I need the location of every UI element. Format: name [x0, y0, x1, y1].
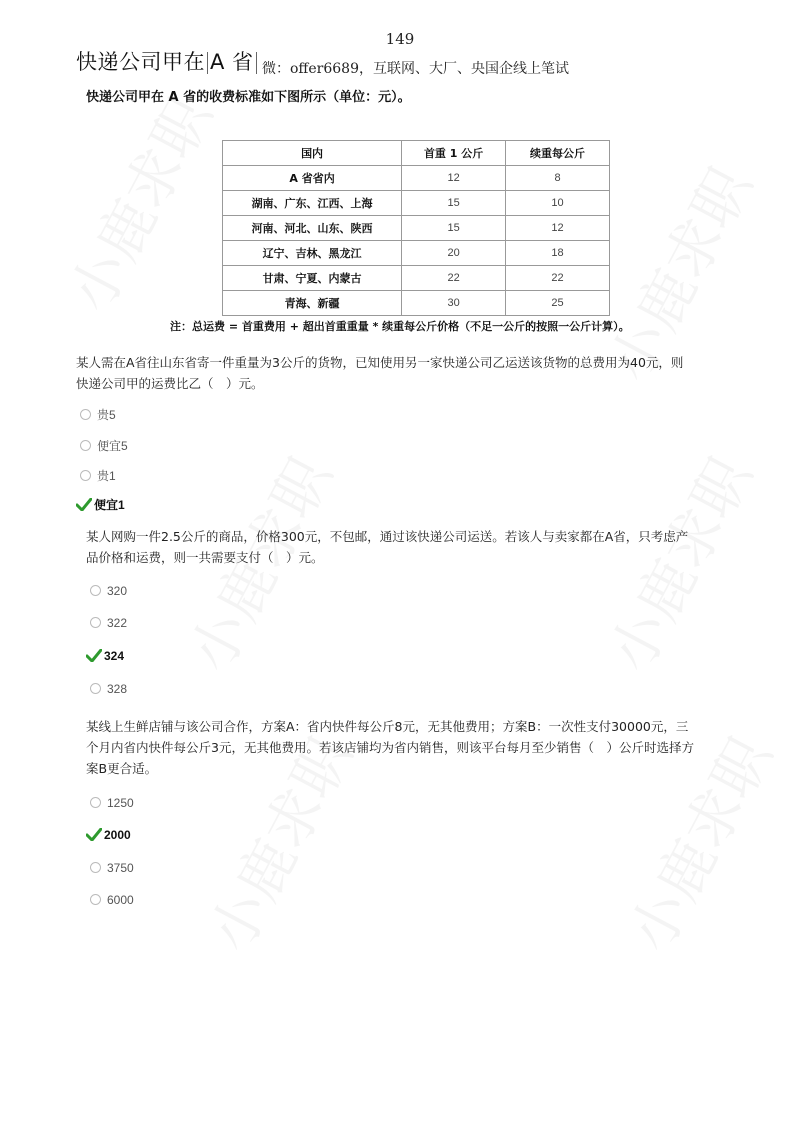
question-text: 某线上生鲜店铺与该公司合作，方案A：省内快件每公斤8元，无其他费用；方案B：一次性支付30000元，三	[86, 719, 689, 734]
question-3	[86, 716, 694, 779]
radio-icon	[80, 470, 91, 481]
table-cell-extra-kg: 12	[506, 216, 610, 241]
option-label: 1250	[107, 796, 134, 810]
radio-icon	[90, 585, 101, 596]
option-label: 6000	[107, 893, 134, 907]
page-title-left: 快递公司甲在	[76, 50, 205, 74]
radio-icon	[90, 862, 101, 873]
table-row	[223, 166, 610, 191]
question-text: 某人网购一件2.5公斤的商品，价格300元，不包邮，通过该快递公司运送。若该人与卖家都在A省，只考虑产	[86, 529, 689, 544]
checkmark-icon	[86, 649, 102, 662]
answer-option-correct[interactable]	[76, 496, 125, 513]
radio-icon	[90, 683, 101, 694]
fee-table-header	[223, 141, 610, 166]
table-cell-extra-kg: 10	[506, 191, 610, 216]
fee-table	[222, 140, 610, 316]
option-label: 324	[104, 649, 125, 663]
table-row	[223, 266, 610, 291]
option-label: 328	[107, 682, 128, 696]
table-cell-first-kg: 20	[402, 241, 506, 266]
table-cell-first-kg: 15	[402, 191, 506, 216]
page-number: 149	[385, 30, 415, 48]
radio-icon	[80, 440, 91, 451]
option-label: 3750	[107, 861, 134, 875]
table-cell-first-kg: 22	[402, 266, 506, 291]
answer-option[interactable]	[90, 796, 134, 810]
header-cell-region: 国内	[223, 141, 402, 166]
table-cell-first-kg: 30	[402, 291, 506, 316]
question-2	[86, 526, 688, 568]
answer-option[interactable]	[90, 861, 134, 875]
header-cell-extra-kg: 续重每公斤	[506, 141, 610, 166]
header-cell-first-kg: 首重 1 公斤	[402, 141, 506, 166]
table-row	[223, 216, 610, 241]
question-text: 快递公司甲的运费比乙（ ）元。	[76, 376, 264, 391]
table-cell-extra-kg: 22	[506, 266, 610, 291]
table-row	[223, 191, 610, 216]
option-label: 便宜5	[97, 439, 128, 453]
answer-option[interactable]	[90, 682, 127, 696]
question-text: 案B更合适。	[86, 761, 158, 776]
question-text: 个月内省内快件每公斤3元，无其他费用。若该店铺均为省内销售，则该平台每月至少销售（ ）公斤时选择方	[86, 740, 694, 755]
radio-icon	[90, 894, 101, 905]
table-row	[223, 241, 610, 266]
option-label: 320	[107, 584, 128, 598]
question-1	[76, 352, 683, 394]
answer-option[interactable]	[90, 893, 134, 907]
page-title	[76, 46, 259, 76]
watermark	[44, 80, 227, 324]
option-label: 322	[107, 616, 128, 630]
table-cell-first-kg: 15	[402, 216, 506, 241]
option-label: 贵5	[97, 408, 116, 422]
table-cell-region: A 省省内	[223, 166, 402, 191]
question-text: 品价格和运费，则一共需要支付（ ）元。	[86, 550, 324, 565]
intro-text: 快递公司甲在 A 省的收费标准如下图所示（单位：元）。	[86, 90, 411, 105]
answer-option-correct[interactable]	[86, 828, 131, 842]
table-cell-region: 青海、新疆	[223, 291, 402, 316]
option-label: 贵1	[97, 469, 116, 483]
table-cell-extra-kg: 18	[506, 241, 610, 266]
table-cell-extra-kg: 8	[506, 166, 610, 191]
page-title-right: A 省	[210, 50, 254, 74]
table-row	[223, 291, 610, 316]
radio-icon	[90, 797, 101, 808]
answer-option[interactable]	[90, 616, 127, 630]
radio-icon	[80, 409, 91, 420]
answer-option-correct[interactable]	[86, 649, 124, 663]
text-cursor	[256, 52, 257, 74]
text-cursor	[207, 52, 208, 74]
table-cell-extra-kg: 25	[506, 291, 610, 316]
checkmark-icon	[86, 828, 102, 841]
checkmark-icon	[76, 498, 92, 511]
table-cell-region: 辽宁、吉林、黑龙江	[223, 241, 402, 266]
table-cell-first-kg: 12	[402, 166, 506, 191]
answer-option[interactable]	[80, 437, 128, 454]
answer-option[interactable]	[80, 406, 116, 423]
table-cell-region: 河南、河北、山东、陕西	[223, 216, 402, 241]
table-note: 注：总运费 = 首重费用 + 超出首重重量 * 续重每公斤价格（不足一公斤的按照一公斤计算）。	[170, 320, 630, 333]
answer-option[interactable]	[80, 467, 116, 484]
radio-icon	[90, 617, 101, 628]
table-cell-region: 湖南、广东、江西、上海	[223, 191, 402, 216]
question-text: 某人需在A省往山东省寄一件重量为3公斤的货物，已知使用另一家快递公司乙运送该货物的总费用为40元，则	[76, 355, 684, 370]
answer-option[interactable]	[90, 584, 127, 598]
option-label: 便宜1	[94, 498, 125, 512]
table-cell-region: 甘肃、宁夏、内蒙古	[223, 266, 402, 291]
header-note: 微：offer6689，互联网、大厂、央国企线上笔试	[262, 61, 569, 77]
option-label: 2000	[104, 828, 131, 842]
